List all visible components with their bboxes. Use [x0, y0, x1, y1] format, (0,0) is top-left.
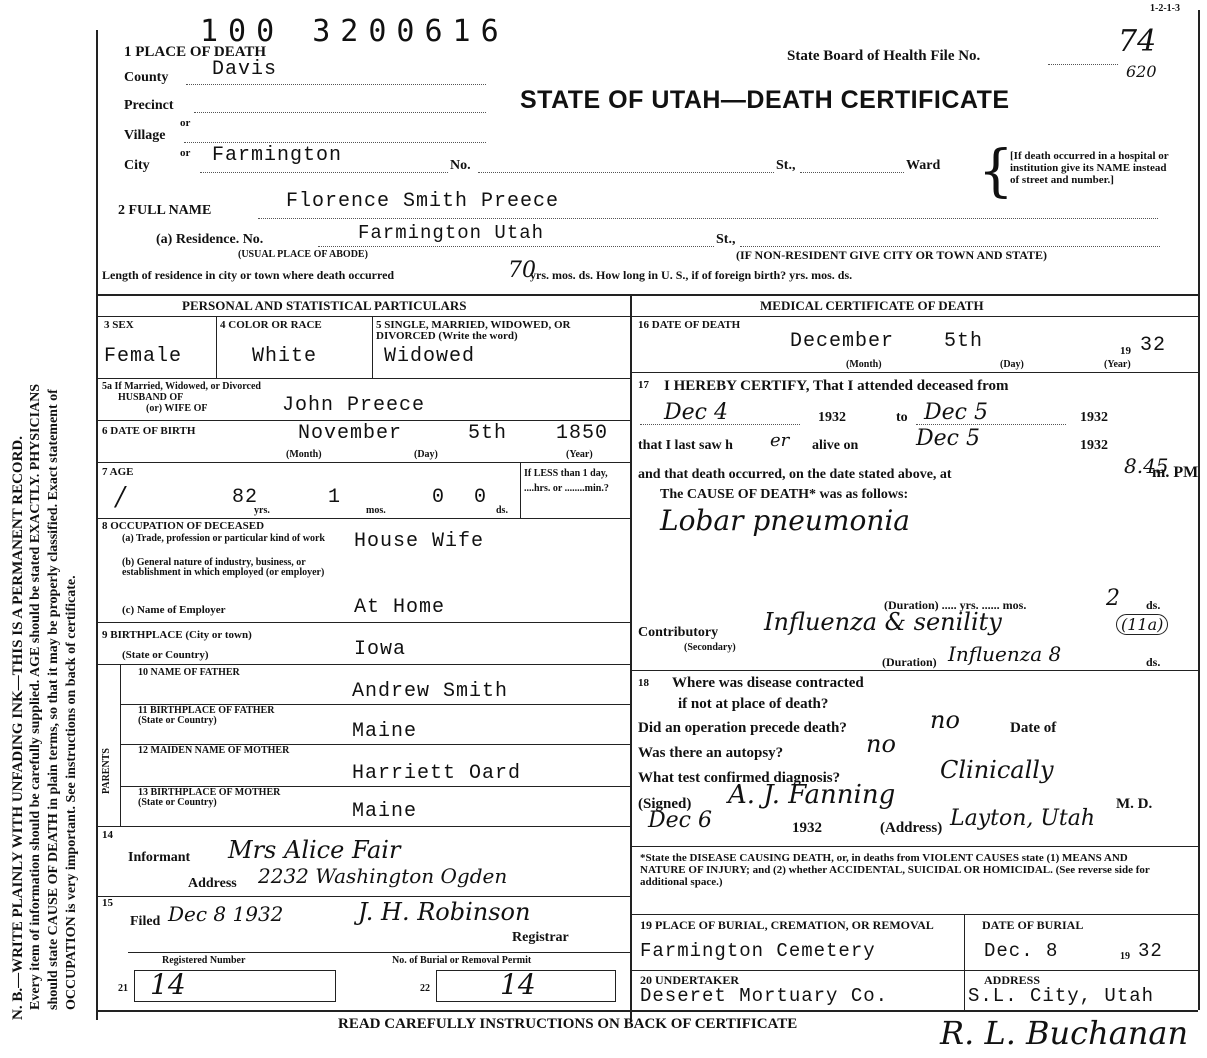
burial-number-value: 14	[500, 968, 536, 1001]
length-residence-units: yrs. mos. ds. How long in U. S., if of foreign birth? yrs. mos. ds.	[530, 268, 853, 282]
duration-label: (Duration) ..... yrs. ...... mos.	[884, 598, 1027, 612]
nonresident-caption: (IF NON-RESIDENT GIVE CITY OR TOWN AND STATE)	[736, 248, 1048, 262]
marital-label: 5 SINGLE, MARRIED, WIDOWED, OR DIVORCED (Write the word)	[376, 319, 571, 342]
contributory-label: Contributory	[638, 625, 719, 640]
father-birthplace-label: 11 BIRTHPLACE OF FATHER (State or Country)	[138, 705, 275, 726]
operation-value: no	[930, 706, 960, 734]
informant-label: Informant	[128, 850, 191, 865]
occupation-label: 8 OCCUPATION OF DECEASED	[102, 520, 265, 532]
test-value: Clinically	[940, 756, 1054, 784]
attended-from: Dec 4	[664, 400, 728, 425]
employer-value: At Home	[354, 596, 446, 619]
cause-footnote: *State the DISEASE CAUSING DEATH, or, in deaths from VIOLENT CAUSES state (1) MEANS AND NATURE OF INJURY; and (2) whether ACCIDENTAL, SUICIDAL OR HOMICIDAL. (See reverse side for additional space.)	[640, 852, 1150, 888]
duration2-ds: ds.	[1146, 655, 1161, 669]
undertaker-address-value: S.L. City, Utah	[968, 985, 1155, 1007]
file-subnumber: 620	[1126, 62, 1157, 81]
age-mos-caption: mos.	[366, 505, 386, 516]
dob-year-caption: (Year)	[566, 449, 593, 460]
duration-ds: ds.	[1146, 598, 1161, 612]
certify-text: I HEREBY CERTIFY, That I attended deceased from	[664, 378, 1009, 394]
age-years: 82	[232, 486, 259, 509]
mother-birthplace-label: 13 BIRTHPLACE OF MOTHER (State or Country)	[138, 787, 281, 808]
county-label: County	[124, 70, 169, 85]
contributory-code: (11a)	[1116, 614, 1168, 635]
registered-number-value: 14	[150, 968, 186, 1001]
signed-label: (Signed)	[638, 796, 692, 812]
alive-on-year: 1932	[1080, 438, 1108, 453]
ward-label: Ward	[906, 158, 941, 173]
spouse-value: John Preece	[282, 394, 426, 417]
dob-month: November	[298, 422, 403, 445]
age-days-check: 0	[474, 486, 488, 509]
age-label: 7 AGE	[102, 466, 134, 478]
less-than-day: If LESS than 1 day, ....hrs. or ........min.?	[524, 468, 609, 494]
physician-address: Layton, Utah	[950, 806, 1096, 831]
last-saw-pronoun: er	[770, 430, 790, 451]
to-label: to	[896, 410, 908, 425]
dob-year: 1850	[556, 422, 609, 445]
personal-heading: PERSONAL AND STATISTICAL PARTICULARS	[182, 298, 467, 313]
hospital-note: [If death occurred in a hospital or institution give its NAME instead of street and number.]	[1010, 150, 1169, 186]
attended-to: Dec 5	[924, 400, 988, 425]
alive-on-date: Dec 5	[916, 426, 980, 451]
registered-number-label: Registered Number	[162, 955, 246, 966]
informant-value: Mrs Alice Fair	[228, 836, 401, 864]
date-of-death-label: 16 DATE OF DEATH	[638, 319, 741, 331]
left-border	[96, 30, 98, 1020]
to-year: 1932	[1080, 410, 1108, 425]
document-title: STATE OF UTAH—DEATH CERTIFICATE	[520, 86, 1010, 114]
if-not-label: if not at place of death?	[678, 696, 829, 712]
md-label: M. D.	[1116, 796, 1153, 812]
item-18-number: 18	[638, 677, 649, 689]
race-label: 4 COLOR OR RACE	[220, 319, 322, 331]
brace: {	[978, 139, 1014, 204]
death-time-pm: m. PM	[1152, 464, 1199, 481]
birthplace-value: Iowa	[354, 638, 407, 661]
footer-signature: R. L. Buchanan	[940, 1014, 1189, 1052]
item-22-number: 22	[420, 983, 430, 994]
file-number-label: State Board of Health File No.	[787, 48, 981, 64]
street-label: St.,	[776, 158, 796, 173]
dob-label: 6 DATE OF BIRTH	[102, 425, 196, 437]
spouse-label-1: 5a If Married, Widowed, or Divorced	[102, 381, 261, 392]
contributory-value: Influenza & senility	[764, 608, 1002, 636]
length-residence-label: Length of residence in city or town where death occurred	[102, 268, 395, 282]
duration2-label: (Duration)	[882, 655, 937, 669]
or-label-2: or	[180, 147, 191, 159]
dod-year-caption: (Year)	[1104, 359, 1131, 370]
spouse-label-2: HUSBAND OF	[118, 392, 184, 403]
place-of-death-heading: 1 PLACE OF DEATH	[124, 44, 267, 60]
sex-label: 3 SEX	[104, 319, 134, 331]
marital-value: Widowed	[384, 345, 476, 368]
or-label-1: or	[180, 117, 191, 129]
city-value: Farmington	[212, 144, 343, 167]
mother-birthplace-value: Maine	[352, 800, 418, 823]
occupation-b-label: (b) General nature of industry, business, or establishment in which employed (or employer)	[122, 557, 325, 578]
race-value: White	[252, 345, 318, 368]
last-saw-label: that I last saw h	[638, 438, 733, 453]
filed-value: Dec 8 1932	[168, 902, 284, 926]
dod-month: December	[790, 330, 895, 353]
birthplace-label: 9 BIRTHPLACE (City or town)	[102, 629, 252, 641]
operation-date-label: Date of	[1010, 720, 1057, 736]
father-birthplace-value: Maine	[352, 720, 418, 743]
dob-month-caption: (Month)	[286, 449, 322, 460]
death-time: 8.45	[1124, 454, 1169, 478]
death-occurred-label: and that death occurred, on the date stated above, at	[638, 467, 952, 482]
item-21-number: 21	[118, 983, 128, 994]
county-value: Davis	[212, 58, 278, 81]
sex-value: Female	[104, 345, 183, 368]
registrar-label: Registrar	[512, 930, 569, 945]
side-instruction-2: Every item of information should be carefully supplied. AGE should be stated EXACTLY. PHYSICIANS	[28, 383, 43, 1010]
length-residence-value: 70	[508, 258, 536, 283]
corner-mark: 1-2-1-3	[1150, 3, 1180, 14]
city-label: City	[124, 158, 150, 173]
spouse-label-3: (or) WIFE OF	[146, 403, 208, 414]
dob-day: 5th	[468, 422, 508, 445]
cause-label: The CAUSE OF DEATH* was as follows:	[660, 487, 909, 502]
item-15-number: 15	[102, 897, 113, 909]
cause-value: Lobar pneumonia	[660, 504, 911, 537]
usual-abode-caption: (USUAL PLACE OF ABODE)	[238, 249, 368, 260]
dod-day: 5th	[944, 330, 984, 353]
father-value: Andrew Smith	[352, 680, 509, 703]
full-name-value: Florence Smith Preece	[286, 190, 560, 213]
burial-place-value: Farmington Cemetery	[640, 940, 876, 962]
undertaker-label: 20 UNDERTAKER	[640, 973, 740, 987]
signed-date: Dec 6	[648, 808, 712, 833]
dod-century: 19	[1120, 345, 1131, 357]
right-border	[1198, 10, 1200, 1010]
street-number-label: No.	[450, 158, 471, 173]
birthplace-state-label: (State or Country)	[122, 649, 209, 661]
precinct-label: Precinct	[124, 98, 174, 113]
informant-address-value: 2232 Washington Ogden	[258, 864, 508, 888]
undertaker-address-label: ADDRESS	[984, 973, 1041, 987]
filed-label: Filed	[130, 914, 161, 929]
side-instruction-3: should state CAUSE OF DEATH in plain terms, so that it may be properly classified. Exact statement of	[46, 389, 61, 1010]
dod-year: 32	[1140, 334, 1167, 357]
age-check-mark: /	[116, 482, 125, 512]
mother-label: 12 MAIDEN NAME OF MOTHER	[138, 745, 290, 756]
dod-day-caption: (Day)	[1000, 359, 1024, 370]
residence-label: (a) Residence. No.	[156, 232, 264, 247]
father-label: 10 NAME OF FATHER	[138, 667, 240, 678]
signed-year: 1932	[792, 820, 822, 836]
file-number: 74	[1118, 24, 1157, 59]
burial-date-value: Dec. 8	[984, 940, 1059, 962]
undertaker-value: Deseret Mortuary Co.	[640, 985, 889, 1007]
dod-month-caption: (Month)	[846, 359, 882, 370]
burial-year: 32	[1138, 940, 1163, 962]
residence-value: Farmington Utah	[358, 222, 545, 244]
occupation-value: House Wife	[354, 530, 485, 553]
where-contracted-label: Where was disease contracted	[672, 675, 864, 691]
operation-label: Did an operation precede death?	[638, 720, 847, 736]
residence-street-label: St.,	[716, 232, 736, 247]
registrar-signature: J. H. Robinson	[358, 898, 531, 926]
age-months: 1	[328, 486, 342, 509]
physician-address-label: (Address)	[880, 820, 943, 836]
autopsy-value: no	[866, 730, 896, 758]
age-yrs-caption: yrs.	[254, 505, 270, 516]
secondary-label: (Secondary)	[684, 642, 736, 653]
physician-signature: A. J. Fanning	[728, 780, 896, 810]
employer-label: (c) Name of Employer	[122, 604, 226, 616]
autopsy-label: Was there an autopsy?	[638, 745, 784, 761]
test-label: What test confirmed diagnosis?	[638, 770, 841, 786]
village-label: Village	[124, 128, 166, 143]
serial-number: 100 3200616	[200, 14, 509, 49]
from-year: 1932	[818, 410, 846, 425]
dob-day-caption: (Day)	[414, 449, 438, 460]
medical-heading: MEDICAL CERTIFICATE OF DEATH	[760, 298, 984, 313]
duration-value: 2	[1106, 586, 1120, 611]
item-17-number: 17	[638, 379, 649, 391]
informant-address-label: Address	[188, 876, 237, 891]
footer-instructions: READ CAREFULLY INSTRUCTIONS ON BACK OF CERTIFICATE	[338, 1016, 798, 1032]
parents-label: PARENTS	[101, 748, 112, 794]
age-days: 0	[432, 486, 446, 509]
full-name-label: 2 FULL NAME	[118, 203, 212, 218]
burial-permit-label: No. of Burial or Removal Permit	[392, 955, 532, 966]
side-instruction-4: OCCUPATION is very important. See instructions on back of certificate.	[64, 575, 79, 1010]
duration2-value: Influenza 8	[948, 642, 1062, 666]
alive-on-label: alive on	[812, 438, 859, 453]
burial-place-label: 19 PLACE OF BURIAL, CREMATION, OR REMOVAL	[640, 918, 934, 932]
age-ds-caption: ds.	[496, 505, 508, 516]
mother-value: Harriett Oard	[352, 762, 522, 785]
burial-date-label: DATE OF BURIAL	[982, 918, 1084, 932]
item-14-number: 14	[102, 829, 113, 841]
burial-century: 19	[1120, 951, 1130, 962]
occupation-a-label: (a) Trade, profession or particular kind of work	[122, 533, 325, 544]
side-instruction-1: N. B.—WRITE PLAINLY WITH UNFADING INK—THIS IS A PERMANENT RECORD.	[10, 436, 26, 1020]
